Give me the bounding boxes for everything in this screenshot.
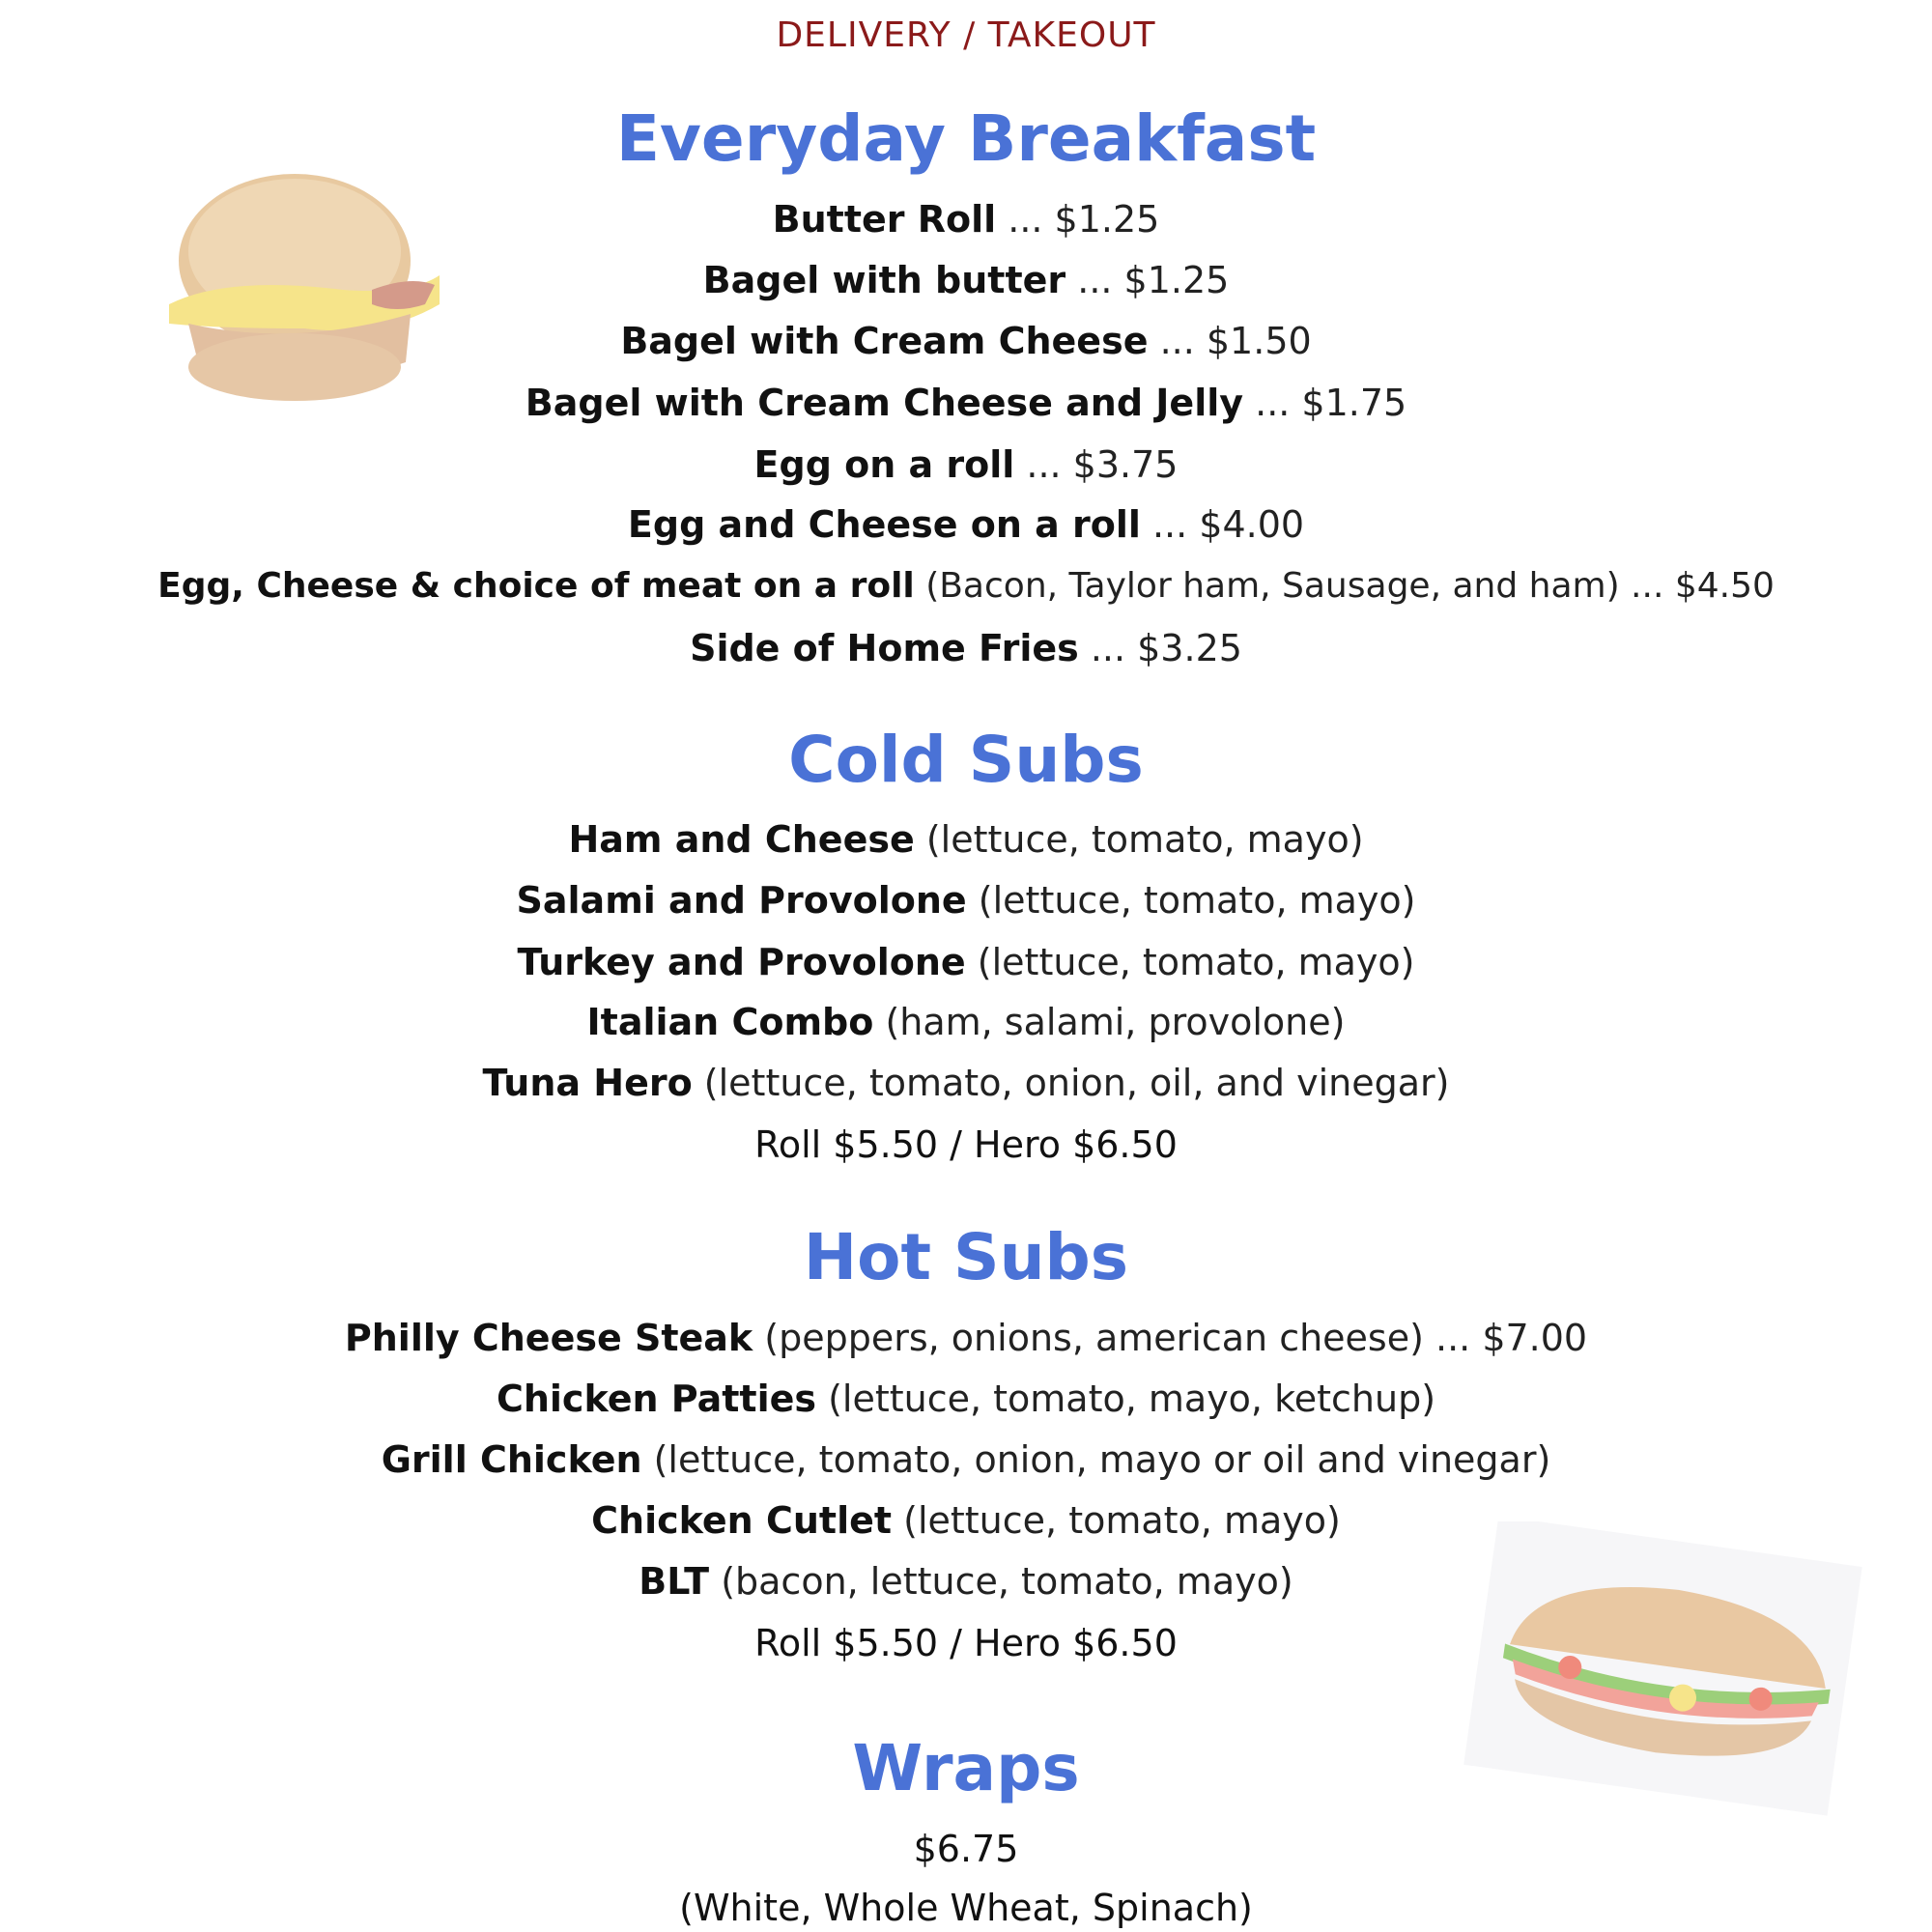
item-price: ... $1.75 — [1243, 382, 1407, 424]
menu-item — [0, 1060, 1932, 1106]
item-price: ... $3.75 — [1014, 443, 1179, 486]
menu-item — [0, 563, 1932, 610]
item-name: Turkey and Provolone — [517, 941, 966, 983]
item-name: Chicken Cutlet — [591, 1499, 893, 1542]
item-price: ... $1.50 — [1148, 320, 1312, 362]
menu-item — [0, 999, 1932, 1045]
item-desc: (lettuce, tomato, onion, oil, and vinegar) — [692, 1062, 1450, 1104]
item-name: Bagel with Cream Cheese — [620, 320, 1149, 362]
menu-item — [0, 1558, 1932, 1605]
item-desc: (lettuce, tomato, mayo) — [914, 818, 1364, 861]
item-price: ... $4.00 — [1140, 503, 1305, 546]
menu-item — [0, 1436, 1932, 1483]
item-name: Egg and Cheese on a roll — [627, 503, 1141, 546]
hot-subs-pricing: Roll $5.50 / Hero $6.50 — [754, 1622, 1178, 1664]
item-name: Bagel with butter — [702, 259, 1066, 301]
item-name: BLT — [639, 1560, 710, 1603]
item-name: Butter Roll — [772, 198, 997, 241]
item-name: Egg, Cheese & choice of meat on a roll — [157, 566, 915, 606]
menu-item — [0, 441, 1932, 488]
breakfast-title: Everyday Breakfast — [615, 101, 1317, 176]
item-name: Grill Chicken — [381, 1438, 642, 1481]
wraps-price: $6.75 — [913, 1828, 1019, 1870]
item-price: ... $1.25 — [1065, 259, 1230, 301]
item-name: Egg on a roll — [753, 443, 1015, 486]
menu-item — [0, 196, 1932, 242]
item-name: Side of Home Fries — [690, 627, 1079, 669]
menu-item — [0, 877, 1932, 923]
item-desc: (ham, salami, provolone) — [873, 1001, 1346, 1043]
menu-item — [0, 1315, 1932, 1361]
menu-item — [0, 501, 1932, 548]
menu-item — [0, 1497, 1932, 1544]
menu-item — [0, 257, 1932, 303]
wraps-title: Wraps — [852, 1731, 1080, 1805]
menu-item — [0, 1376, 1932, 1422]
item-price: ... $3.25 — [1078, 627, 1242, 669]
item-name: Chicken Patties — [496, 1378, 816, 1420]
item-price: (Bacon, Taylor ham, Sausage, and ham) ... $4.50 — [914, 566, 1775, 606]
hot-subs-title: Hot Subs — [803, 1220, 1129, 1294]
delivery-takeout-header: DELIVERY / TAKEOUT — [776, 15, 1156, 55]
item-name: Italian Combo — [586, 1001, 874, 1043]
item-desc: (peppers, onions, american cheese) ... $7.00 — [753, 1317, 1588, 1359]
item-desc: (lettuce, tomato, mayo) — [965, 941, 1415, 983]
item-desc: (lettuce, tomato, onion, mayo or oil and vinegar) — [641, 1438, 1551, 1481]
item-name: Salami and Provolone — [516, 879, 967, 922]
item-name: Tuna Hero — [482, 1062, 693, 1104]
menu-item — [0, 318, 1932, 364]
cold-subs-title: Cold Subs — [788, 723, 1144, 797]
item-desc: (lettuce, tomato, mayo) — [966, 879, 1416, 922]
item-name: Philly Cheese Steak — [344, 1317, 753, 1359]
cold-subs-pricing: Roll $5.50 / Hero $6.50 — [754, 1123, 1178, 1166]
item-price: ... $1.25 — [996, 198, 1160, 241]
item-name: Bagel with Cream Cheese and Jelly — [525, 382, 1244, 424]
menu-item — [0, 816, 1932, 863]
item-desc: (lettuce, tomato, mayo) — [892, 1499, 1341, 1542]
menu-item — [0, 625, 1932, 671]
item-desc: (bacon, lettuce, tomato, mayo) — [709, 1560, 1293, 1603]
menu-item — [0, 939, 1932, 985]
wraps-options: (White, Whole Wheat, Spinach) — [679, 1887, 1253, 1929]
item-name: Ham and Cheese — [568, 818, 915, 861]
item-desc: (lettuce, tomato, mayo, ketchup) — [815, 1378, 1436, 1420]
menu-item — [0, 380, 1932, 426]
